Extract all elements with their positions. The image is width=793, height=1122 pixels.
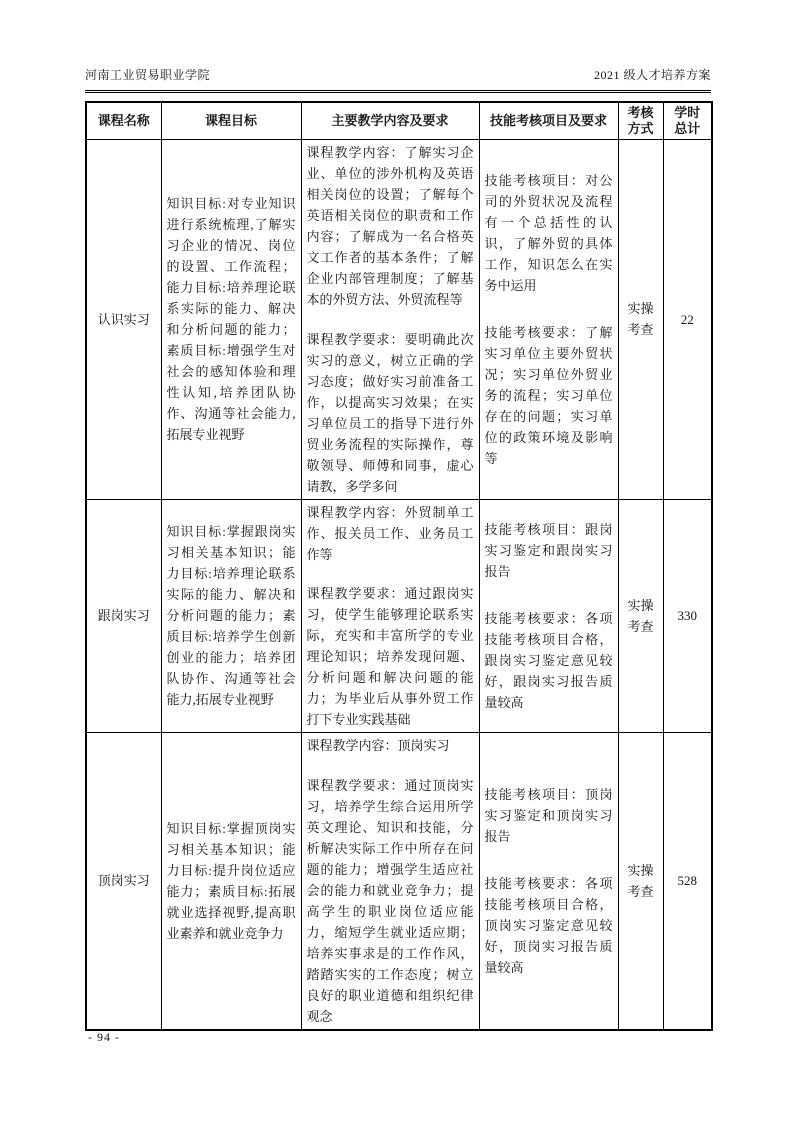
- column-header-assessment: 技能考核项目及要求: [479, 102, 618, 140]
- teaching-content-paragraph: 课程教学内容：了解实习企业、单位的涉外机构及英语相关岗位的设置；了解每个英语相关岗位的职责和工作内容；了解成为一名合格英文工作者的基本条件；了解企业内部管理制度；了解基本的外贸方法、外贸流程等: [306, 145, 474, 307]
- cell-teaching: [301, 733, 479, 1030]
- page-number: - 94 -: [88, 1030, 120, 1044]
- table-row-shadowing-internship: [86, 499, 712, 733]
- header-rule: [85, 90, 711, 93]
- cell-objectives: 知识目标:掌握顶岗实习相关基本知识；能力目标:提升岗位适应能力；素质目标:拓展就业选择视野,提高职业素养和就业竞争力: [161, 733, 301, 1030]
- assessment-requirements-paragraph: 技能考核要求：了解实习单位主要外贸状况；实习单位外贸业务的流程；实习单位存在的问题；实习单位的政策环境及影响等: [484, 324, 613, 466]
- column-header-method: 考核方式: [618, 102, 663, 140]
- table-header-row: [86, 102, 712, 140]
- cell-course-name: 认识实习: [86, 140, 161, 500]
- cell-assessment: [479, 499, 618, 733]
- header-school-name: 河南工业贸易职业学院: [85, 68, 211, 82]
- page-content: [85, 66, 711, 1031]
- teaching-requirements-paragraph: 课程教学要求：要明确此次实习的意义，树立正确的学习态度；做好实习前准备工作，以提高实习效果；在实习单位员工的指导下进行外贸业务流程的实际操作，尊敬领导、师傅和同事，虚心请教，多学多问: [306, 331, 474, 494]
- table-row-recognition-internship: [86, 140, 712, 500]
- column-header-course-name: 课程名称: [86, 102, 161, 140]
- cell-assessment-method: 实操考查: [618, 733, 663, 1030]
- teaching-content-paragraph: 课程教学内容：顶岗实习: [306, 738, 450, 753]
- assessment-requirements-paragraph: 技能考核要求：各项技能考核项目合格，跟岗实习鉴定意见较好，跟岗实习报告质量较高: [484, 610, 613, 710]
- cell-total-hours: 528: [663, 733, 712, 1030]
- teaching-requirements-paragraph: 课程教学要求：通过顶岗实习，培养学生综合运用所学英文理论、知识和技能，分析解决实际工作中所存在问题的能力；增强学生适应社会的能力和就业竞争力；提高学生的职业岗位适应能力，缩短学生就业适应期；培养实事求是的工作作风，踏踏实实的工作态度；树立良好的职业道德和组织纪律观念: [306, 777, 474, 1024]
- cell-objectives: 知识目标:对专业知识进行系统梳理,了解实习企业的情况、岗位的设置、工作流程；能力目标:培养理论联系实际的能力、解决和分析问题的能力；素质目标:增强学生对社会的感知体验和理性认知,培养团队协作、沟通等社会能力,拓展专业视野: [161, 140, 301, 500]
- cell-course-name: 顶岗实习: [86, 733, 161, 1030]
- column-header-teaching: 主要教学内容及要求: [301, 102, 479, 140]
- column-header-objectives: 课程目标: [161, 102, 301, 140]
- cell-teaching: [301, 499, 479, 733]
- cell-course-name: 跟岗实习: [86, 499, 161, 733]
- page-header: [85, 66, 711, 90]
- cell-assessment: [479, 733, 618, 1030]
- cell-objectives: 知识目标:掌握跟岗实习相关基本知识；能力目标:培养理论联系实际的能力、解决和分析问题的能力；素质目标:培养学生创新创业的能力；培养团队协作、沟通等社会能力,拓展专业视野: [161, 499, 301, 733]
- assessment-items-paragraph: 技能考核项目：对公司的外贸状况及流程有一个总括性的认识，了解外贸的具体工作，知识怎么在实务中运用: [484, 172, 613, 293]
- header-doc-title: 2021 级人才培养方案: [593, 68, 711, 82]
- cell-assessment: [479, 140, 618, 500]
- table-row-post-internship: [86, 733, 712, 1030]
- cell-total-hours: 22: [663, 140, 712, 500]
- assessment-items-paragraph: 技能考核项目：顶岗实习鉴定和顶岗实习报告: [484, 786, 613, 844]
- cell-assessment-method: 实操考查: [618, 140, 663, 500]
- course-table: [85, 101, 713, 1031]
- cell-total-hours: 330: [663, 499, 712, 733]
- assessment-items-paragraph: 技能考核项目：跟岗实习鉴定和跟岗实习报告: [484, 521, 613, 579]
- teaching-content-paragraph: 课程教学内容：外贸制单工作、报关员工作、业务员工作等: [306, 504, 474, 562]
- cell-assessment-method: 实操考查: [618, 499, 663, 733]
- assessment-requirements-paragraph: 技能考核要求：各项技能考核项目合格，顶岗实习鉴定意见较好，顶岗实习报告质量较高: [484, 875, 613, 975]
- cell-teaching: [301, 140, 479, 500]
- teaching-requirements-paragraph: 课程教学要求：通过跟岗实习，使学生能够理论联系实际，充实和丰富所学的专业理论知识；培养发现问题、分析问题和解决问题的能力；为毕业后从事外贸工作打下专业实践基础: [306, 586, 474, 727]
- column-header-hours: 学时总计: [663, 102, 712, 140]
